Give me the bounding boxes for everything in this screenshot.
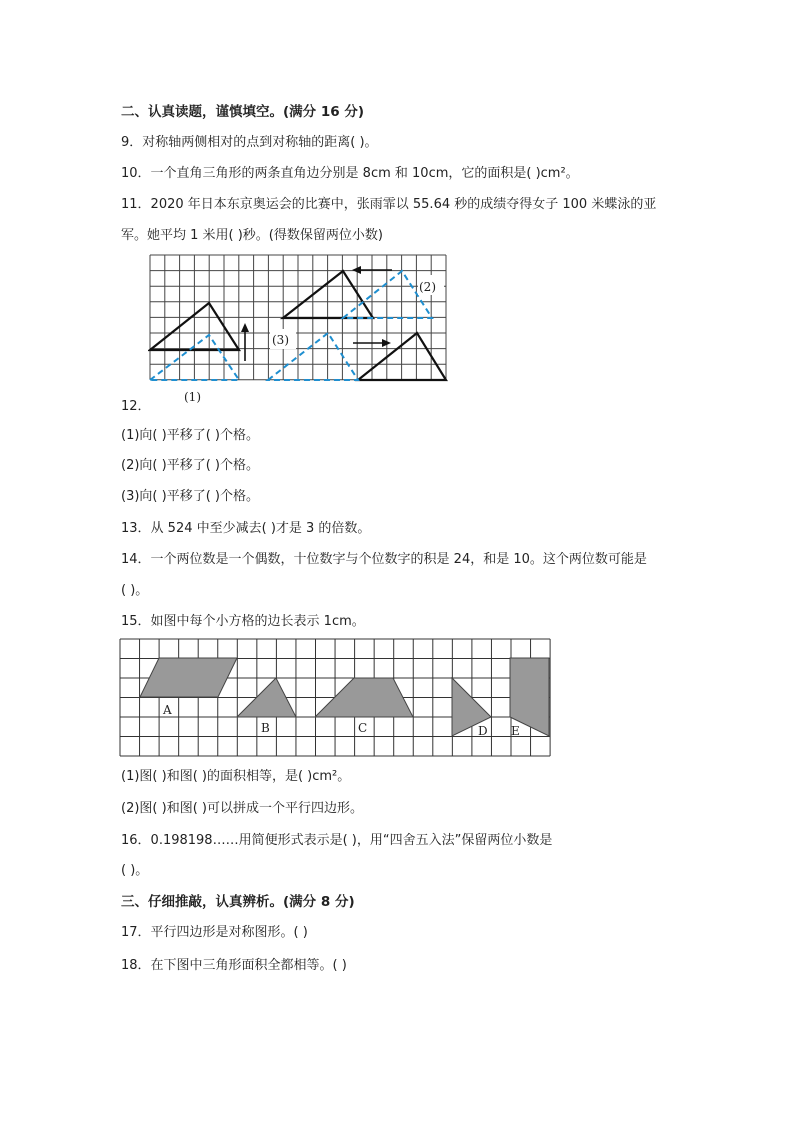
question-14-line2: ( )。 — [121, 583, 149, 598]
question-12-item-3: (3)向( )平移了( )个格。 — [121, 489, 259, 504]
question-15-sub1: (1)图( )和图( )的面积相等，是( )cm²。 — [121, 769, 351, 784]
label-1: (1) — [184, 390, 201, 404]
label-E: E — [511, 724, 520, 738]
question-10: 10．一个直角三角形的两条直角边分别是 8cm 和 10cm，它的面积是( )cm²。 — [121, 166, 579, 181]
label-B: B — [261, 721, 270, 735]
question-12-number: 12． — [121, 399, 151, 414]
label-2: (2) — [419, 280, 436, 294]
question-18: 18．在下图中三角形面积全都相等。( ) — [121, 958, 347, 973]
question-13: 13．从 524 中至少减去( )才是 3 的倍数。 — [121, 521, 371, 536]
shape-A — [140, 658, 237, 697]
question-17: 17．平行四边形是对称图形。( ) — [121, 925, 308, 940]
label-C: C — [358, 721, 368, 735]
section3-heading: 三、仔细推敲，认真辨析。(满分 8 分) — [121, 894, 355, 910]
question-14-line1: 14．一个两位数是一个偶数，十位数字与个位数字的积是 24，和是 10。这个两位数可能是 — [121, 552, 647, 567]
question-9: 9．对称轴两侧相对的点到对称轴的距离( )。 — [121, 135, 378, 150]
question-15-sub2: (2)图( )和图( )可以拼成一个平行四边形。 — [121, 801, 363, 816]
question-12-item-2: (2)向( )平移了( )个格。 — [121, 458, 259, 473]
question-11-line1: 11．2020 年日本东京奥运会的比赛中，张雨霏以 55.64 秒的成绩夺得女子 100 米蝶泳的亚 — [121, 197, 657, 212]
label-D: D — [478, 724, 488, 738]
label-A: A — [163, 703, 172, 717]
question-15-line1: 15．如图中每个小方格的边长表示 1cm。 — [121, 614, 365, 629]
label-3: (3) — [272, 333, 289, 347]
area-grid-figure — [119, 638, 551, 760]
question-16-line1: 16．0.198198……用简便形式表示是( )，用“四舍五入法”保留两位小数是 — [121, 833, 553, 848]
section2-heading: 二、认真读题，谨慎填空。(满分 16 分) — [121, 104, 365, 120]
translation-grid-figure — [148, 253, 453, 408]
arrow-left-head — [352, 266, 361, 274]
question-11-line2: 军。她平均 1 米用( )秒。(得数保留两位小数) — [121, 228, 383, 243]
question-12-item-1: (1)向( )平移了( )个格。 — [121, 428, 259, 443]
question-16-line2: ( )。 — [121, 863, 149, 878]
arrow-up-head — [241, 323, 249, 332]
